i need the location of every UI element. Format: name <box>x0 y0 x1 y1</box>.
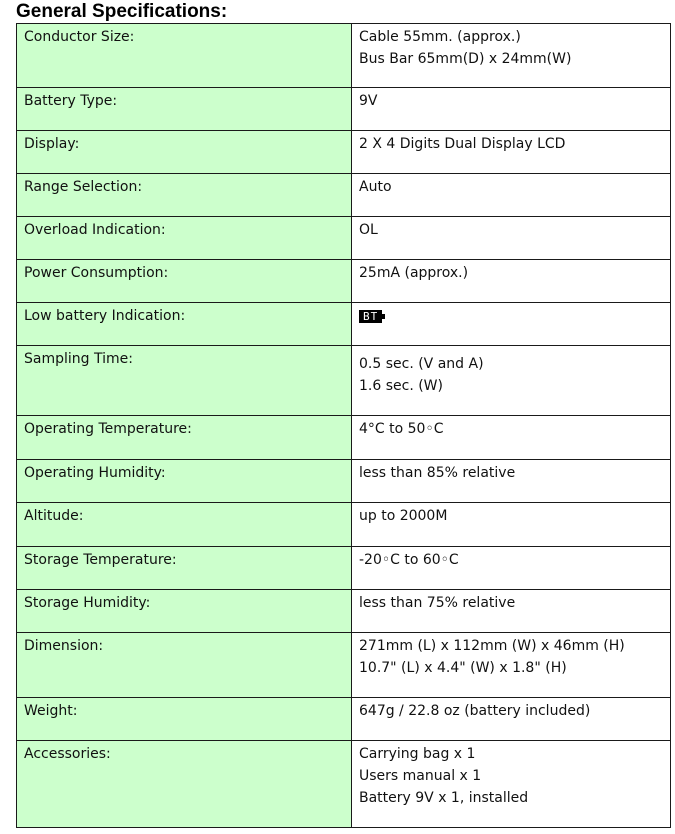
table-row <box>17 131 671 174</box>
table-row <box>17 346 671 416</box>
spec-label: Conductor Size: <box>17 24 352 88</box>
specifications-table <box>16 23 671 828</box>
battery-icon-text: BT <box>359 310 382 323</box>
spec-value <box>352 698 671 741</box>
spec-label: Power Consumption: <box>17 260 352 303</box>
spec-label: Range Selection: <box>17 174 352 217</box>
spec-value-line: 647g / 22.8 oz (battery included) <box>359 703 591 719</box>
spec-label: Accessories: <box>17 741 352 828</box>
spec-value <box>352 24 671 88</box>
page-title: General Specifications: <box>16 1 228 22</box>
spec-value-line: 10.7" (L) x 4.4" (W) x 1.8" (H) <box>359 660 567 676</box>
spec-value <box>352 260 671 303</box>
spec-value <box>352 590 671 633</box>
spec-value <box>352 503 671 547</box>
spec-value <box>352 633 671 698</box>
spec-value <box>352 88 671 131</box>
spec-label: Overload Indication: <box>17 217 352 260</box>
spec-label: Weight: <box>17 698 352 741</box>
table-row <box>17 547 671 590</box>
table-row <box>17 503 671 547</box>
table-row <box>17 460 671 503</box>
spec-value-line: 25mA (approx.) <box>359 265 469 281</box>
spec-value <box>352 346 671 416</box>
table-row <box>17 88 671 131</box>
spec-value-line: less than 75% relative <box>359 595 516 611</box>
spec-label: Display: <box>17 131 352 174</box>
spec-value <box>352 217 671 260</box>
spec-label: Storage Temperature: <box>17 547 352 590</box>
table-row <box>17 633 671 698</box>
spec-value <box>352 547 671 590</box>
spec-value-line: less than 85% relative <box>359 465 516 481</box>
spec-value-line: -20◦C to 60◦C <box>359 552 459 568</box>
spec-value-line: 9V <box>359 93 378 109</box>
spec-value <box>352 741 671 828</box>
spec-value-line: Carrying bag x 1 <box>359 746 476 762</box>
table-row <box>17 260 671 303</box>
spec-value-line: Battery 9V x 1, installed <box>359 790 529 806</box>
table-row <box>17 217 671 260</box>
spec-label: Sampling Time: <box>17 346 352 416</box>
spec-label: Altitude: <box>17 503 352 547</box>
spec-value-line: Bus Bar 65mm(D) x 24mm(W) <box>359 51 572 67</box>
table-row <box>17 590 671 633</box>
table-row <box>17 741 671 828</box>
table-row <box>17 24 671 88</box>
table-row <box>17 416 671 460</box>
spec-value <box>352 416 671 460</box>
low-battery-icon <box>359 310 385 323</box>
spec-label: Operating Temperature: <box>17 416 352 460</box>
spec-value-line: Auto <box>359 179 392 195</box>
spec-value-line: 0.5 sec. (V and A) <box>359 356 484 372</box>
table-row <box>17 303 671 346</box>
spec-label: Battery Type: <box>17 88 352 131</box>
spec-label: Low battery Indication: <box>17 303 352 346</box>
spec-label: Operating Humidity: <box>17 460 352 503</box>
table-row <box>17 698 671 741</box>
spec-value <box>352 460 671 503</box>
spec-value-line: 271mm (L) x 112mm (W) x 46mm (H) <box>359 638 625 654</box>
spec-value-line: 1.6 sec. (W) <box>359 378 443 394</box>
spec-label: Dimension: <box>17 633 352 698</box>
spec-value-line: 4°C to 50◦C <box>359 421 444 437</box>
spec-value <box>352 131 671 174</box>
spec-value-line: Cable 55mm. (approx.) <box>359 29 521 45</box>
spec-value-line: OL <box>359 222 378 238</box>
spec-value-line: Users manual x 1 <box>359 768 482 784</box>
spec-value <box>352 303 671 346</box>
table-row <box>17 174 671 217</box>
spec-value-line: 2 X 4 Digits Dual Display LCD <box>359 136 566 152</box>
spec-value-line: up to 2000M <box>359 508 448 524</box>
spec-label: Storage Humidity: <box>17 590 352 633</box>
spec-value <box>352 174 671 217</box>
battery-tip <box>382 314 385 319</box>
